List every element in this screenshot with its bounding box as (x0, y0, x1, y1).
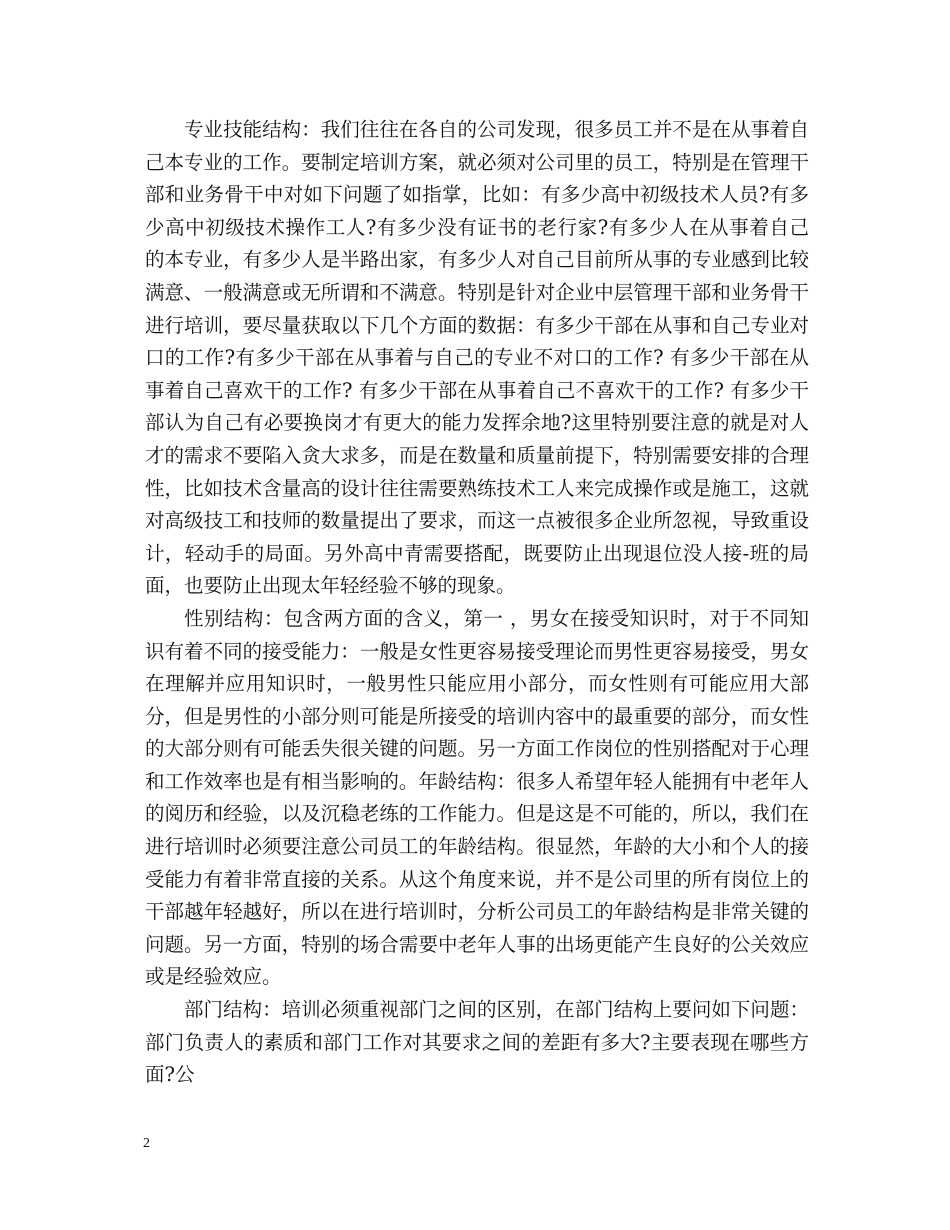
document-body (145, 114, 809, 1092)
paragraph-gender-age-structure: 性别结构：包含两方面的含义，第一 ，男女在接受知识时，对于不同知识有着不同的接受能力：一般是女性更容易接受理论而男性更容易接受，男女在理解并应用知识时，一般男性只能应用小部分，而女性则有可能应用大部分，但是男性的小部分则可能是所接受的培训内容中的最重要的部分，而女性的大部分则有可能丢失很关键的问题。另一方面工作岗位的性别搭配对于心理和工作效率也是有相当影响的。年龄结构：很多人希望年轻人能拥有中老年人的阅历和经验，以及沉稳老练的工作能力。但是这是不可能的，所以，我们在进行培训时必须要注意公司员工的年龄结构。很显然，年龄的大小和个人的接受能力有着非常直接的关系。从这个角度来说，并不是公司里的所有岗位上的干部越年轻越好，所以在进行培训时，分析公司员工的年龄结构是非常关键的问题。另一方面，特别的场合需要中老年人事的出场更能产生良好的公关效应或是经验效应。 (145, 606, 809, 989)
page-number: 2 (143, 1136, 150, 1151)
paragraph-skill-structure: 专业技能结构：我们往往在各自的公司发现，很多员工并不是在从事着自己本专业的工作。要制定培训方案，就必须对公司里的员工，特别是在管理干部和业务骨干中对如下问题了如指掌，比如：有多少高中初级技术人员?有多少高中初级技术操作工人?有多少没有证书的老行家?有多少人在从事着自己的本专业，有多少人是半路出家，有多少人对自己目前所从事的专业感到比较满意、一般满意或无所谓和不满意。特别是针对企业中层管理干部和业务骨干进行培训，要尽量获取以下几个方面的数据：有多少干部在从事和自己专业对口的工作?有多少干部在从事着与自己的专业不对口的工作? 有多少干部在从事着自己喜欢干的工作? 有多少干部在从事着自己不喜欢干的工作? 有多少干部认为自己有必要换岗才有更大的能力发挥余地?这里特别要注意的就是对人才的需求不要陷入贪大求多，而是在数量和质量前提下，特别需要安排的合理性，比如技术含量高的设计往往需要熟练技术工人来完成操作或是施工，这就对高级技工和技师的数量提出了要求，而这一点被很多企业所忽视，导致重设计，轻动手的局面。另外高中青需要搭配，既要防止出现退位没人接-班的局面，也要防止出现太年轻经验不够的现象。 (145, 118, 809, 598)
paragraph-department-structure: 部门结构：培训必须重视部门之间的区别，在部门结构上要问如下问题：部门负责人的素质和部门工作对其要求之间的差距有多大?主要表现在哪些方面?公 (145, 998, 809, 1087)
